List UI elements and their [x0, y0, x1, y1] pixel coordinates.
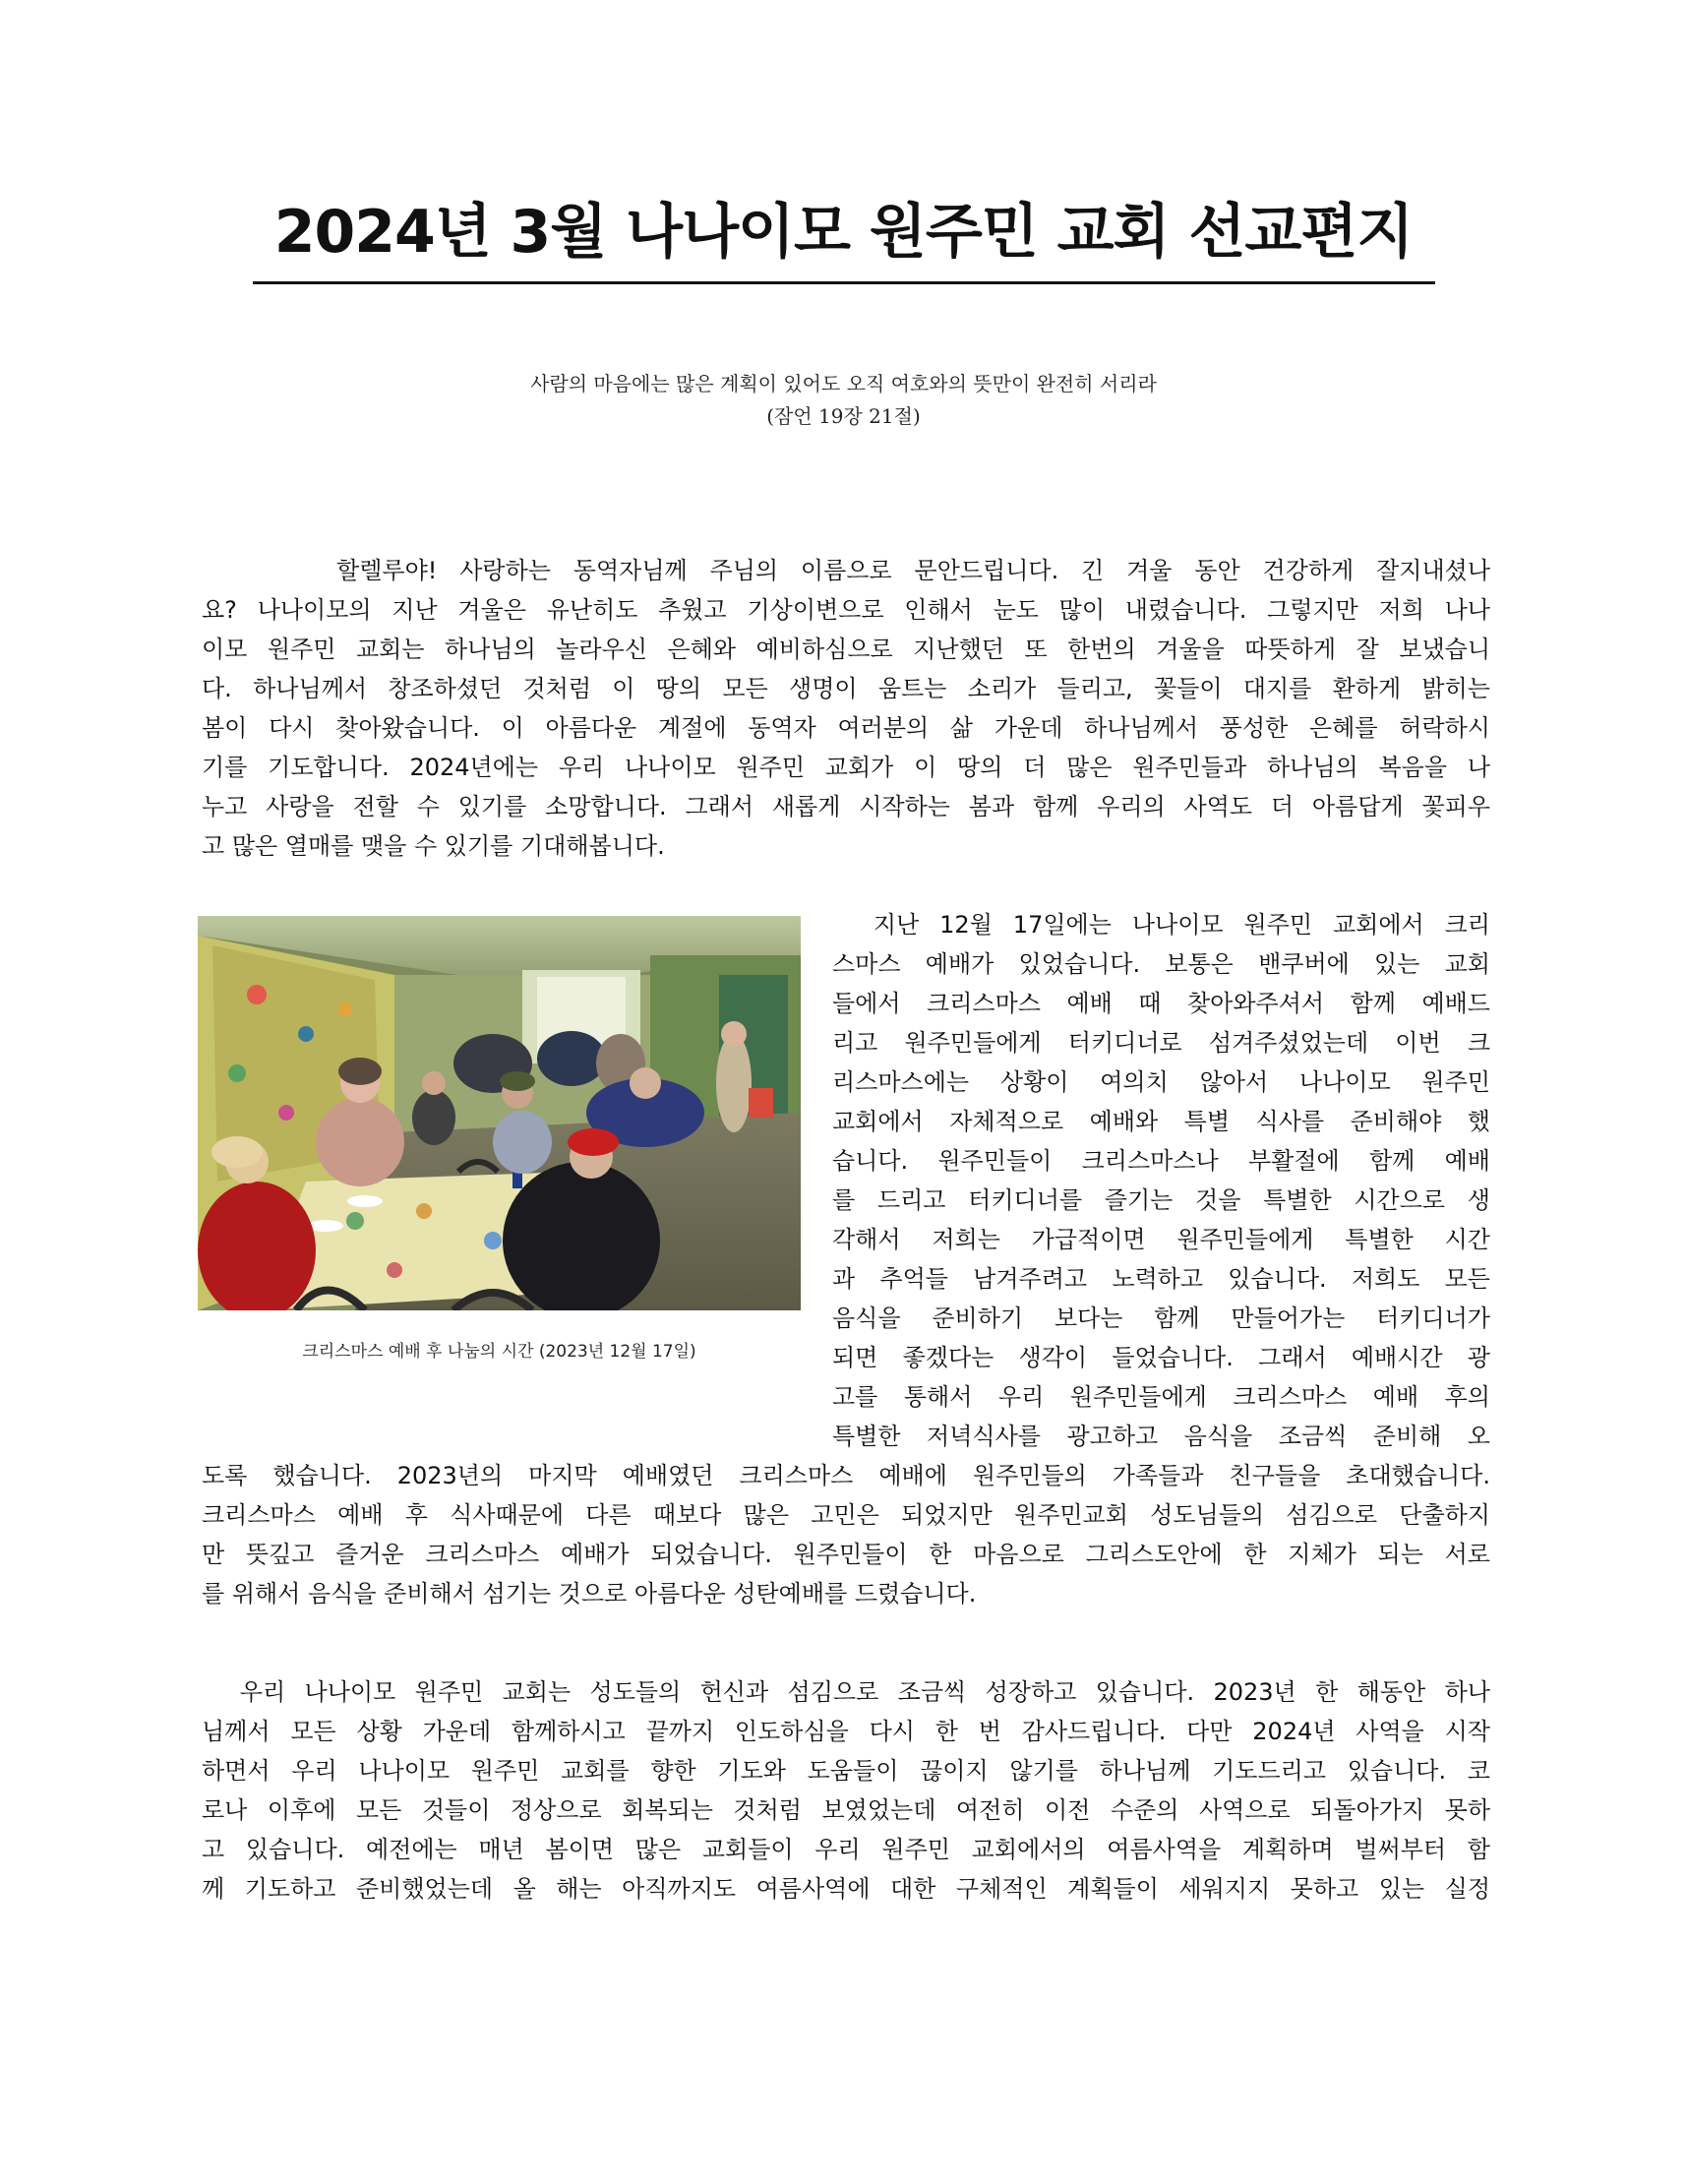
text-line: 크리스마스 예배 후 식사때문에 다른 때보다 많은 고민은 되었지만 원주민교회 성도님들의 섬김으로 단출하지 — [202, 1501, 1490, 1529]
text-line: 다. 하나님께서 창조하셨던 것처럼 이 땅의 모든 생명이 움트는 소리가 들리고, 꽃들이 대지를 환하게 밝히는 — [202, 675, 1490, 702]
text-line: 리고 원주민들에게 터키디너로 섬겨주셨었는데 이번 크 — [832, 1029, 1490, 1057]
paragraph-greeting — [202, 551, 1490, 866]
paragraph-christmas-continued — [202, 1456, 1490, 1613]
text-line: 를 드리고 터키디너를 즐기는 것을 특별한 시간으로 생 — [832, 1186, 1490, 1214]
text-line: 봄이 다시 찾아왔습니다. 이 아름다운 계절에 동역자 여러분의 삶 가운데 하나님께서 풍성한 은혜를 허락하시 — [202, 714, 1490, 742]
text-line: 스마스 예배가 있었습니다. 보통은 밴쿠버에 있는 교회 — [832, 950, 1490, 978]
title-underline — [253, 281, 1435, 284]
text-line: 고 많은 열매를 맺을 수 있기를 기대해봅니다. — [202, 832, 665, 860]
text-line: 습니다. 원주민들이 크리스마스나 부활절에 함께 예배 — [832, 1147, 1490, 1175]
text-line: 로나 이후에 모든 것들이 정상으로 회복되는 것처럼 보였었는데 여전히 이전 수준의 사역으로 되돌아가지 못하 — [202, 1796, 1490, 1824]
text-line: 만 뜻깊고 즐거운 크리스마스 예배가 되었습니다. 원주민들이 한 마음으로 그리스도안에 한 지체가 되는 서로 — [202, 1541, 1490, 1568]
text-line: 고 있습니다. 예전에는 매년 봄이면 많은 교회들이 우리 원주민 교회에서의 여름사역을 계획하며 벌써부터 함 — [202, 1836, 1490, 1863]
text-line: 를 위해서 음식을 준비해서 섬기는 것으로 아름다운 성탄예배를 드렸습니다. — [202, 1580, 977, 1608]
text-line: 특별한 저녁식사를 광고하고 음식을 조금씩 준비해 오 — [832, 1423, 1490, 1450]
text-line: 께 기도하고 준비했었는데 올 해는 아직까지도 여름사역에 대한 구체적인 계획들이 세워지지 못하고 있는 실정 — [202, 1875, 1490, 1903]
text-line: 고를 통해서 우리 원주민들에게 크리스마스 예배 후의 — [832, 1383, 1490, 1411]
text-line: 들에서 크리스마스 예배 때 찾아와주셔서 함께 예배드 — [832, 990, 1490, 1017]
text-line: 되면 좋겠다는 생각이 들었습니다. 그래서 예배시간 광 — [832, 1344, 1490, 1371]
epigraph-quote: 사람의 마음에는 많은 계획이 있어도 오직 여호와의 뜻만이 완전히 서리라 — [530, 372, 1157, 395]
text-line: 요? 나나이모의 지난 겨울은 유난히도 추웠고 기상이변으로 인해서 눈도 많이 내렸습니다. 그렇지만 저희 나나 — [202, 596, 1490, 624]
photo-caption: 크리스마스 예배 후 나눔의 시간 (2023년 12월 17일) — [302, 1342, 696, 1362]
text-line: 리스마스에는 상황이 여의치 않아서 나나이모 원주민 — [832, 1068, 1490, 1096]
text-line: 음식을 준비하기 보다는 함께 만들어가는 터키디너가 — [832, 1304, 1490, 1332]
text-line: 교회에서 자체적으로 예배와 특별 식사를 준비해야 했 — [832, 1108, 1490, 1135]
text-line: 각해서 저희는 가급적이면 원주민들에게 특별한 시간 — [832, 1226, 1490, 1253]
text-line: 할렐루야! 사랑하는 동역자님께 주님의 이름으로 문안드립니다. 긴 겨울 동안 건강하게 잘지내셨나 — [202, 557, 1490, 584]
text-line: 도록 했습니다. 2023년의 마지막 예배였던 크리스마스 예배에 원주민들의 가족들과 친구들을 초대했습니다. — [202, 1462, 1490, 1489]
epigraph-reference: (잠언 19장 21절) — [766, 404, 921, 428]
text-line: 지난 12월 17일에는 나나이모 원주민 교회에서 크리 — [832, 911, 1490, 939]
paragraph-christmas-column — [832, 905, 1490, 1456]
text-line: 우리 나나이모 원주민 교회는 성도들의 헌신과 섬김으로 조금씩 성장하고 있습니다. 2023년 한 해동안 하나 — [202, 1678, 1490, 1706]
text-line: 이모 원주민 교회는 하나님의 놀라우신 은혜와 예비하심으로 지난했던 또 한번의 겨울을 따뜻하게 잘 보냈습니 — [202, 636, 1490, 663]
text-line: 하면서 우리 나나이모 원주민 교회를 향한 기도와 도움들이 끊이지 않기를 하나님께 기도드리고 있습니다. 코 — [202, 1757, 1490, 1785]
document-title: 2024년 3월 나나이모 원주민 교회 선교편지 — [273, 198, 1414, 267]
text-line: 기를 기도합니다. 2024년에는 우리 나나이모 원주민 교회가 이 땅의 더 많은 원주민들과 하나님의 복음을 나 — [202, 754, 1490, 781]
text-line: 님께서 모든 상황 가운데 함께하시고 끝까지 인도하심을 다시 한 번 감사드립니다. 다만 2024년 사역을 시작 — [202, 1718, 1490, 1745]
epigraph — [0, 368, 1687, 433]
text-line: 과 추억들 남겨주려고 노력하고 있습니다. 저희도 모든 — [832, 1265, 1490, 1293]
christmas-fellowship-photo — [198, 916, 801, 1310]
paragraph-growth — [202, 1672, 1490, 1909]
text-line: 누고 사랑을 전할 수 있기를 소망합니다. 그래서 새롭게 시작하는 봄과 함께 우리의 사역도 더 아름답게 꽃피우 — [202, 793, 1490, 820]
